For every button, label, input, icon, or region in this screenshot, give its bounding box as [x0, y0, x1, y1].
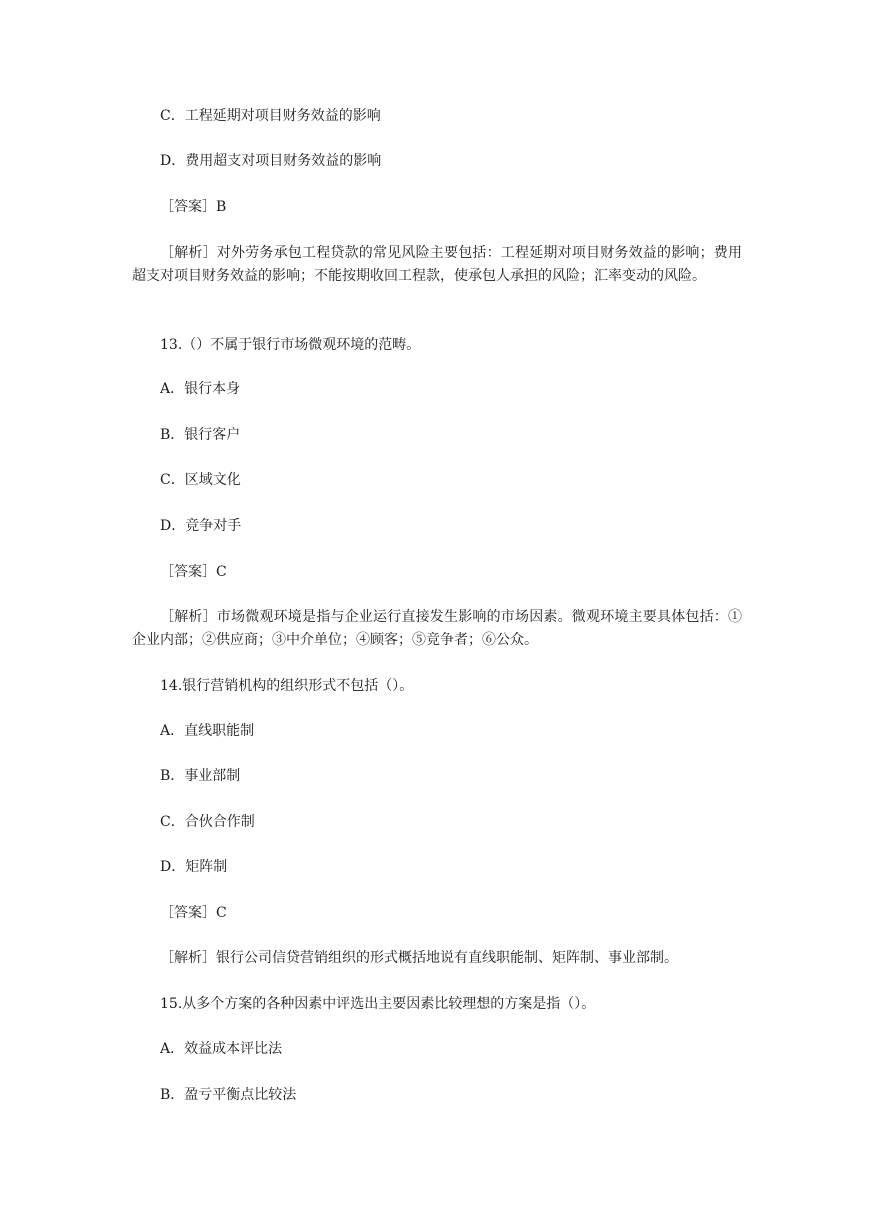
- q13-analysis: ［解析］市场微观环境是指与企业运行直接发生影响的市场因素。微观环境主要具体包括：①企业内部；②供应商；③中介单位；④顾客；⑤竞争者；⑥公众。: [132, 609, 742, 648]
- q15-question: 15.从多个方案的各种因素中评选出主要因素比较理想的方案是指（）。: [160, 996, 596, 1012]
- q12-option-d: D．费用超支对项目财务效益的影响: [160, 153, 382, 169]
- q12-answer: ［答案］B: [160, 199, 227, 215]
- q12-analysis: ［解析］对外劳务承包工程贷款的常见风险主要包括：工程延期对项目财务效益的影响；费用超支对项目财务效益的影响；不能按期收回工程款，使承包人承担的风险；汇率变动的风险。: [132, 245, 742, 284]
- q14-analysis: ［解析］银行公司信贷营销组织的形式概括地说有直线职能制、矩阵制、事业部制。: [160, 950, 678, 966]
- q15-option-a: A．效益成本评比法: [160, 1041, 283, 1057]
- q14-option-a: A．直线职能制: [160, 723, 255, 739]
- q13-option-d: D．竞争对手: [160, 518, 242, 534]
- q12-option-c: C．工程延期对项目财务效益的影响: [160, 108, 381, 124]
- q13-option-a: A．银行本身: [160, 381, 241, 397]
- q14-option-d: D．矩阵制: [160, 859, 228, 875]
- q14-answer: ［答案］C: [160, 905, 227, 921]
- q14-option-c: C．合伙合作制: [160, 814, 255, 830]
- q13-question: 13.（）不属于银行市场微观环境的范畴。: [160, 337, 421, 353]
- q14-question: 14.银行营销机构的组织形式不包括（）。: [160, 678, 414, 694]
- q15-option-b: B．盈亏平衡点比较法: [160, 1087, 297, 1103]
- q13-answer: ［答案］C: [160, 564, 227, 580]
- q13-option-b: B．银行客户: [160, 427, 241, 443]
- q14-option-b: B．事业部制: [160, 768, 241, 784]
- q13-option-c: C．区域文化: [160, 472, 241, 488]
